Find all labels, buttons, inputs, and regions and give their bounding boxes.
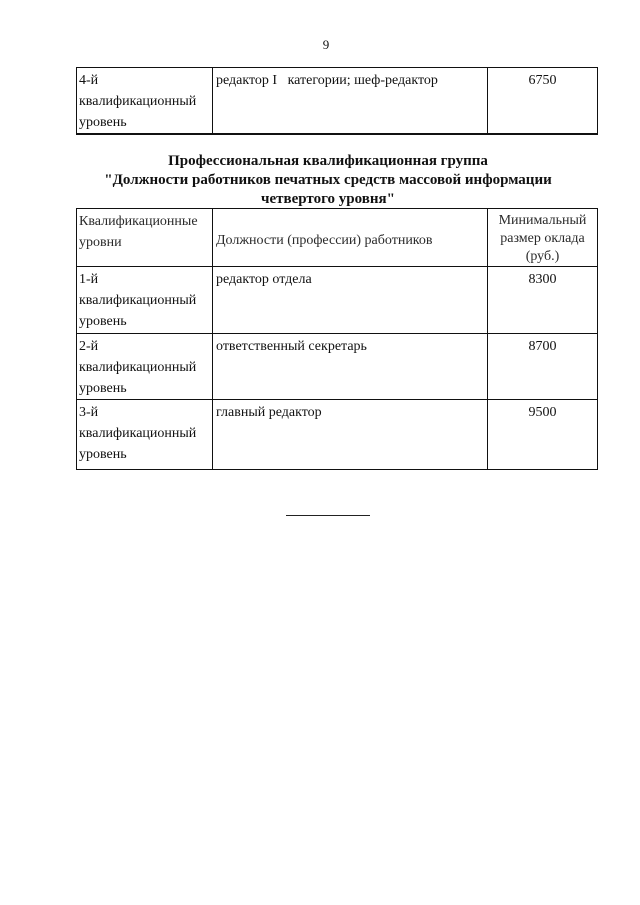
salary-cell bbox=[488, 400, 598, 470]
salary-value: 9500 bbox=[528, 405, 557, 420]
level-line: квалификационный bbox=[79, 293, 197, 308]
position-text: ответственный секретарь bbox=[216, 339, 367, 354]
level-line: уровень bbox=[79, 447, 127, 462]
position-text: главный редактор bbox=[216, 405, 322, 420]
table-row bbox=[77, 68, 598, 135]
group-heading bbox=[66, 152, 590, 209]
position-cell bbox=[213, 68, 488, 135]
level-line: уровень bbox=[79, 381, 127, 396]
header-salary-line: Минимальный bbox=[498, 213, 587, 228]
group-heading-line: "Должности работников печатных средств массовой информации bbox=[104, 172, 552, 188]
level-cell bbox=[77, 267, 213, 334]
position-text: редактор I категории; шеф-редактор bbox=[216, 73, 438, 88]
salary-value: 8300 bbox=[528, 272, 557, 287]
level-line: 4-й bbox=[79, 73, 99, 88]
level-line: квалификационный bbox=[79, 94, 197, 109]
level-line: уровень bbox=[79, 115, 127, 130]
position-text: редактор отдела bbox=[216, 272, 312, 287]
header-level-line: уровни bbox=[79, 235, 122, 250]
level-line: уровень bbox=[79, 314, 127, 329]
position-cell bbox=[213, 267, 488, 334]
salary-cell bbox=[488, 334, 598, 400]
salary-value: 6750 bbox=[528, 73, 557, 88]
table-row bbox=[77, 334, 598, 400]
header-salary-line: размер оклада bbox=[500, 231, 585, 246]
level-cell bbox=[77, 68, 213, 135]
level-line: квалификационный bbox=[79, 426, 197, 441]
group-heading-line: четвертого уровня" bbox=[261, 191, 395, 207]
table-header-row bbox=[77, 209, 598, 267]
end-of-section-rule bbox=[286, 515, 370, 516]
page-number: 9 bbox=[322, 37, 330, 52]
header-level-line: Квалификационные bbox=[79, 214, 198, 229]
level-line: 3-й bbox=[79, 405, 99, 420]
qualification-table bbox=[76, 208, 598, 470]
level-line: 2-й bbox=[79, 339, 99, 354]
level-cell bbox=[77, 400, 213, 470]
position-cell bbox=[213, 334, 488, 400]
table-row bbox=[77, 400, 598, 470]
group-heading-line: Профессиональная квалификационная группа bbox=[168, 153, 488, 169]
header-level bbox=[77, 209, 213, 267]
continued-table bbox=[76, 67, 598, 135]
salary-value: 8700 bbox=[528, 339, 557, 354]
salary-cell bbox=[488, 267, 598, 334]
level-line: 1-й bbox=[79, 272, 99, 287]
table-row bbox=[77, 267, 598, 334]
header-salary bbox=[488, 209, 598, 267]
position-cell bbox=[213, 400, 488, 470]
level-cell bbox=[77, 334, 213, 400]
header-salary-line: (руб.) bbox=[525, 249, 560, 264]
level-line: квалификационный bbox=[79, 360, 197, 375]
salary-cell bbox=[488, 68, 598, 135]
header-position-text: Должности (профессии) работников bbox=[216, 233, 433, 248]
header-position bbox=[213, 209, 488, 267]
